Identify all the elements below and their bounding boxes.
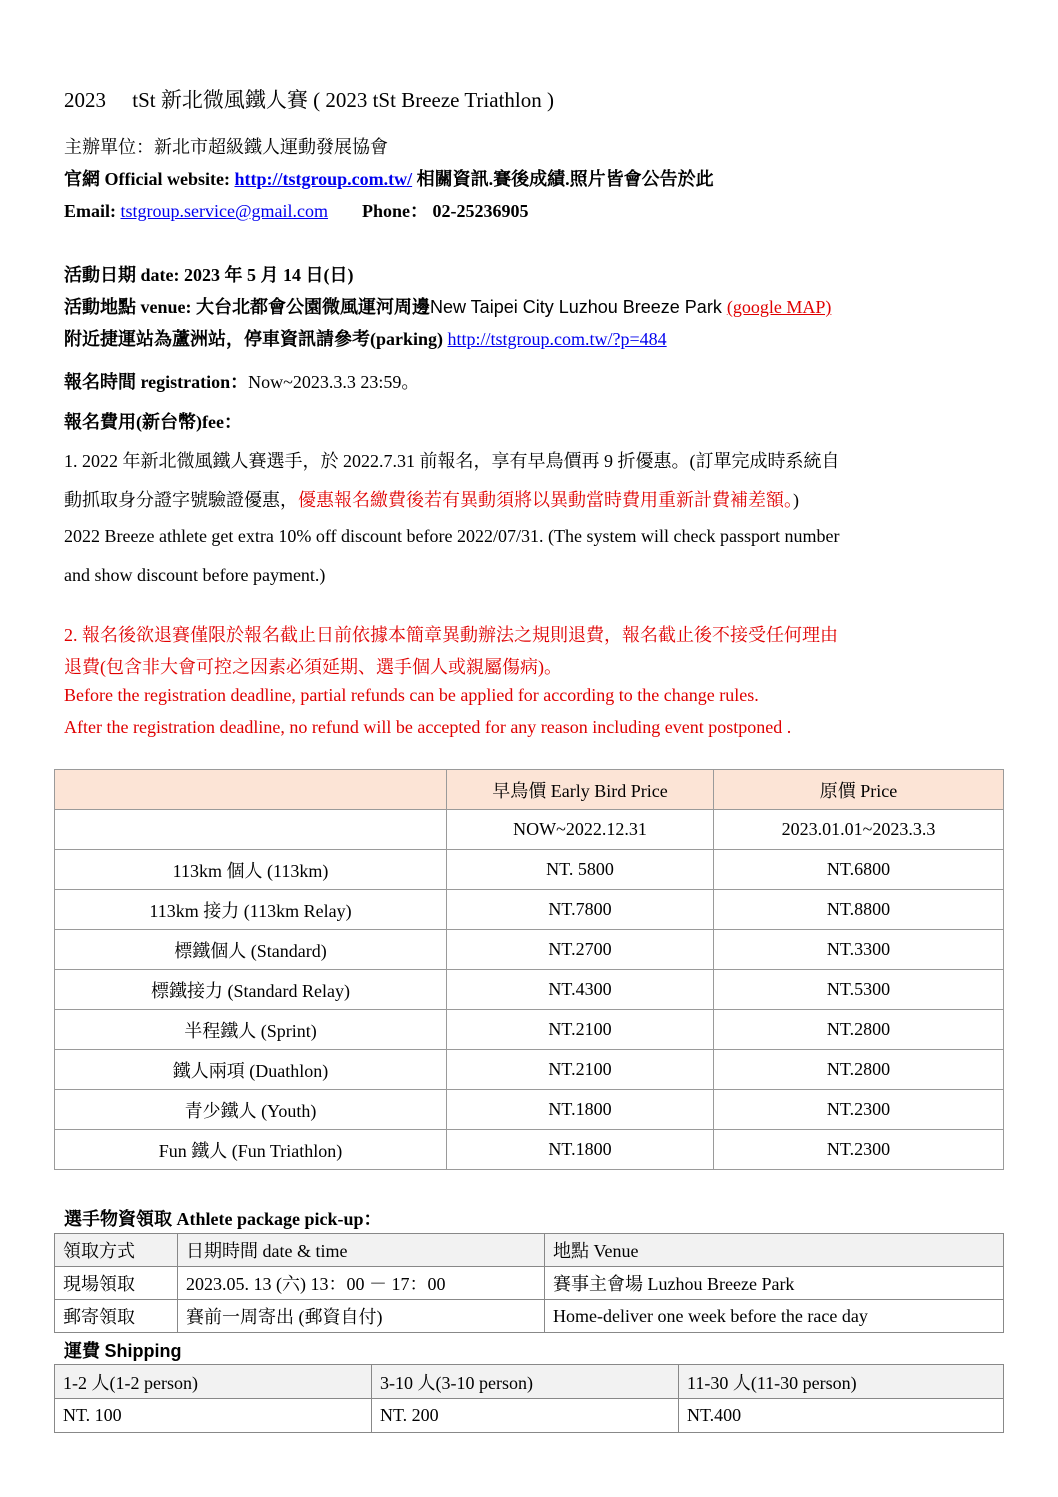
early-price: NT.2700 xyxy=(447,930,714,970)
shipping-heading xyxy=(64,1337,181,1363)
fee-note2-line3: Before the registration deadline, partial refunds can be applied for according to the change rules. xyxy=(64,685,759,705)
early-price: NT.1800 xyxy=(447,1130,714,1170)
website-line xyxy=(64,165,714,191)
race-category: Fun 鐵人 (Fun Triathlon) xyxy=(55,1130,447,1170)
venue-english: New Taipei City Luzhou Breeze Park xyxy=(430,297,727,317)
regular-price: NT.2300 xyxy=(714,1130,1004,1170)
table-row xyxy=(55,1300,1004,1333)
regular-price: NT.5300 xyxy=(714,970,1004,1010)
table-row xyxy=(55,890,1004,930)
organizer-value: 新北市超級鐵人運動發展協會 xyxy=(154,137,388,157)
fee-note1-line2-black: 動抓取身分證字號驗證優惠， xyxy=(64,490,298,510)
race-category: 113km 個人 (113km) xyxy=(55,850,447,890)
early-price: NT.2100 xyxy=(447,1010,714,1050)
phone-text: Phone： 02-25236905 xyxy=(362,201,529,221)
table-row xyxy=(55,1010,1004,1050)
fee-note2-line4: After the registration deadline, no refund will be accepted for any reason including event postponed . xyxy=(64,717,792,737)
fee-note1-line4: and show discount before payment.) xyxy=(64,565,326,585)
regular-price: NT.2800 xyxy=(714,1010,1004,1050)
fee-header-cell xyxy=(55,770,447,810)
early-price: NT.7800 xyxy=(447,890,714,930)
parking-text: 附近捷運站為蘆洲站，停車資訊請參考(parking) xyxy=(64,329,448,349)
early-price: NT. 5800 xyxy=(447,850,714,890)
fee-header-cell: 早鳥價 Early Bird Price xyxy=(447,770,714,810)
pickup-header-cell: 日期時間 date & time xyxy=(178,1234,545,1267)
shipping-header-cell: 3-10 人(3-10 person) xyxy=(372,1365,679,1399)
race-category: 半程鐵人 (Sprint) xyxy=(55,1010,447,1050)
regular-price: NT.8800 xyxy=(714,890,1004,930)
organizer-line xyxy=(64,133,388,159)
pickup-header-row xyxy=(55,1234,1004,1267)
fee-note1-line2 xyxy=(64,486,799,512)
google-map-link[interactable]: (google MAP) xyxy=(726,297,832,317)
table-row xyxy=(55,1130,1004,1170)
shipping-header-cell: 11-30 人(11-30 person) xyxy=(679,1365,1004,1399)
pickup-datetime: 2023.05. 13 (六) 13：00 － 17：00 xyxy=(178,1267,545,1300)
regular-price: NT.2800 xyxy=(714,1050,1004,1090)
fee-note1-line2-red: 優惠報名繳費後若有異動須將以異動當時費用重新計費補差額。 xyxy=(298,490,793,510)
pickup-venue: 賽事主會場 Luzhou Breeze Park xyxy=(545,1267,1004,1300)
fee-period-cell xyxy=(55,810,447,850)
parking-link[interactable]: http://tstgroup.com.tw/?p=484 xyxy=(447,329,667,349)
pickup-heading: 選手物資領取 Athlete package pick-up： xyxy=(64,1209,382,1229)
table-row xyxy=(55,930,1004,970)
race-category: 113km 接力 (113km Relay) xyxy=(55,890,447,930)
fee-note2-line1: 2. 報名後欲退賽僅限於報名截止日前依據本簡章異動辦法之規則退費，報名截止後不接受任何理由 xyxy=(64,625,838,645)
registration-line xyxy=(64,368,419,394)
race-category: 標鐵接力 (Standard Relay) xyxy=(55,970,447,1010)
table-row xyxy=(55,1050,1004,1090)
email-link[interactable]: tstgroup.service@gmail.com xyxy=(120,201,329,221)
venue-line xyxy=(64,293,831,319)
shipping-table xyxy=(54,1364,1004,1433)
early-price: NT.2100 xyxy=(447,1050,714,1090)
registration-value: Now~2023.3.3 23:59。 xyxy=(248,372,420,392)
race-category: 青少鐵人 (Youth) xyxy=(55,1090,447,1130)
shipping-fee: NT. 100 xyxy=(55,1399,372,1433)
fee-note1-line1: 1. 2022 年新北微風鐵人賽選手，於 2022.7.31 前報名，享有早鳥價再 9 折優惠。(訂單完成時系統自 xyxy=(64,451,840,471)
pickup-method: 郵寄領取 xyxy=(55,1300,178,1333)
shipping-fee: NT. 200 xyxy=(372,1399,679,1433)
parking-line xyxy=(64,325,667,351)
fee-note1-line2-end: ) xyxy=(793,490,799,510)
race-category: 鐵人兩項 (Duathlon) xyxy=(55,1050,447,1090)
pickup-header-cell: 地點 Venue xyxy=(545,1234,1004,1267)
regular-price: NT.2300 xyxy=(714,1090,1004,1130)
table-row xyxy=(55,1090,1004,1130)
shipping-heading-cn: 運費 xyxy=(64,1341,105,1361)
fee-header-cell: 原價 Price xyxy=(714,770,1004,810)
early-price: NT.4300 xyxy=(447,970,714,1010)
organizer-label: 主辦單位： xyxy=(64,137,154,157)
table-row xyxy=(55,1267,1004,1300)
fee-note2-line2: 退費(包含非大會可控之因素必須延期、選手個人或親屬傷病)。 xyxy=(64,657,562,677)
race-category: 標鐵個人 (Standard) xyxy=(55,930,447,970)
contact-line xyxy=(64,197,529,223)
fee-period-cell: 2023.01.01~2023.3.3 xyxy=(714,810,1004,850)
fee-table xyxy=(54,769,1004,1170)
shipping-header-row xyxy=(55,1365,1004,1399)
pickup-method: 現場領取 xyxy=(55,1267,178,1300)
pickup-datetime: 賽前一周寄出 (郵資自付) xyxy=(178,1300,545,1333)
event-date: 活動日期 date: 2023 年 5 月 14 日(日) xyxy=(64,265,354,285)
registration-label: 報名時間 registration： xyxy=(64,372,249,392)
early-price: NT.1800 xyxy=(447,1090,714,1130)
website-label: 官網 Official website: xyxy=(64,169,235,189)
shipping-fee: NT.400 xyxy=(679,1399,1004,1433)
regular-price: NT.6800 xyxy=(714,850,1004,890)
shipping-header-cell: 1-2 人(1-2 person) xyxy=(55,1365,372,1399)
page-title: 2023 tSt 新北微風鐵人賽 ( 2023 tSt Breeze Triathlon ) xyxy=(64,88,554,112)
shipping-heading-en: Shipping xyxy=(104,1341,182,1361)
table-row xyxy=(55,850,1004,890)
table-row xyxy=(55,970,1004,1010)
fee-period-row xyxy=(55,810,1004,850)
pickup-venue: Home-deliver one week before the race day xyxy=(545,1300,1004,1333)
fee-note1-line3: 2022 Breeze athlete get extra 10% off discount before 2022/07/31. (The system will check passport number xyxy=(64,526,840,546)
pickup-table xyxy=(54,1233,1004,1333)
email-label: Email: xyxy=(64,201,121,221)
regular-price: NT.3300 xyxy=(714,930,1004,970)
table-row xyxy=(55,1399,1004,1433)
fee-heading: 報名費用(新台幣)fee： xyxy=(64,412,242,432)
venue-label: 活動地點 venue: 大台北都會公園微風運河周邊 xyxy=(64,297,430,317)
pickup-header-cell: 領取方式 xyxy=(55,1234,178,1267)
fee-period-cell: NOW~2022.12.31 xyxy=(447,810,714,850)
website-note: 相關資訊.賽後成績.照片皆會公告於此 xyxy=(412,169,714,189)
website-link[interactable]: http://tstgroup.com.tw/ xyxy=(234,169,413,189)
fee-table-header xyxy=(55,770,1004,810)
